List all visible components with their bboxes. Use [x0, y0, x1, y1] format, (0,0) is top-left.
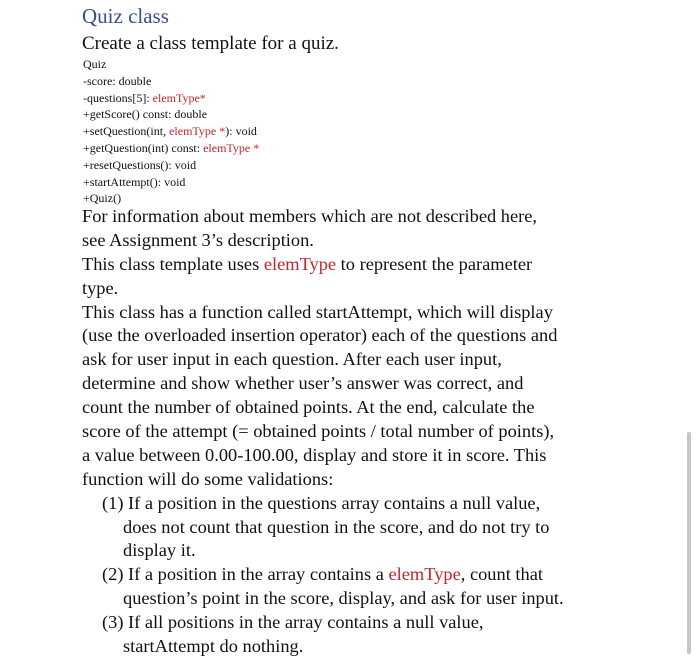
- body-line: a value between 0.00-100.00, display and store it in score. This: [82, 444, 547, 465]
- page-subtitle: Create a class template for a quiz.: [82, 33, 339, 54]
- page-title: Quiz class: [82, 4, 169, 28]
- uml-method-getquestion: [83, 140, 259, 157]
- body-line: For information about members which are not described here,: [82, 206, 538, 226]
- uml-method-startattempt: +startAttempt(): void: [83, 174, 186, 189]
- uml-text: ): void: [225, 124, 257, 139]
- body-text: (2) If a position in the array contains a: [102, 564, 389, 585]
- body-text: , count that: [460, 564, 543, 585]
- uml-elemtype: elemType *: [169, 124, 226, 139]
- body-text: to represent the parameter: [336, 253, 533, 274]
- body-line: function will do some validations:: [82, 468, 334, 489]
- body-text: This class template uses: [82, 253, 264, 274]
- validation-item-3-cont: startAttempt do nothing.: [123, 636, 304, 657]
- body-line: count the number of obtained points. At the end, calculate the: [82, 397, 535, 418]
- validation-item-1-cont: does not count that question in the score, and do not try to: [123, 516, 550, 537]
- vertical-scrollbar[interactable]: [687, 432, 691, 654]
- body-line: ask for user input in each question. After each user input,: [82, 349, 502, 370]
- uml-elemtype: elemType*: [152, 90, 206, 105]
- validation-item-1-cont: display it.: [123, 540, 196, 561]
- body-line: determine and show whether user’s answer was correct, and: [82, 373, 524, 394]
- description-body: [82, 205, 622, 659]
- uml-text: +getQuestion(int) const:: [83, 140, 204, 155]
- body-line: see Assignment 3’s description.: [82, 229, 314, 250]
- uml-class-box: [83, 56, 259, 207]
- body-line: (use the overloaded insertion operator) each of the questions and: [82, 325, 558, 346]
- validation-item-1: (1) If a position in the questions array contains a null value,: [102, 492, 541, 513]
- body-elemtype: elemType: [263, 253, 337, 274]
- uml-elemtype: elemType *: [203, 140, 260, 155]
- body-elemtype: elemType: [388, 564, 461, 585]
- validation-item-2: [82, 563, 622, 587]
- validation-item-2-cont: question’s point in the score, display, and ask for user input.: [123, 588, 564, 609]
- uml-method-resetquestions: +resetQuestions(): void: [83, 157, 197, 172]
- uml-attr-questions: [83, 90, 259, 107]
- uml-text: -questions[5]:: [83, 90, 153, 105]
- uml-attr-score: -score: double: [83, 73, 152, 88]
- uml-text: +setQuestion(int,: [83, 124, 170, 139]
- uml-constructor: +Quiz(): [83, 191, 122, 206]
- body-line: score of the attempt (= obtained points / total number of points),: [82, 421, 555, 442]
- uml-method-setquestion: [83, 123, 259, 140]
- uml-method-getscore: +getScore() const: double: [83, 107, 208, 122]
- body-line: This class has a function called startAttempt, which will display: [82, 301, 553, 322]
- body-line: type.: [82, 277, 119, 298]
- validation-item-3: (3) If all positions in the array contains a null value,: [102, 612, 484, 633]
- body-line: [82, 253, 622, 277]
- uml-class-name: Quiz: [83, 57, 107, 71]
